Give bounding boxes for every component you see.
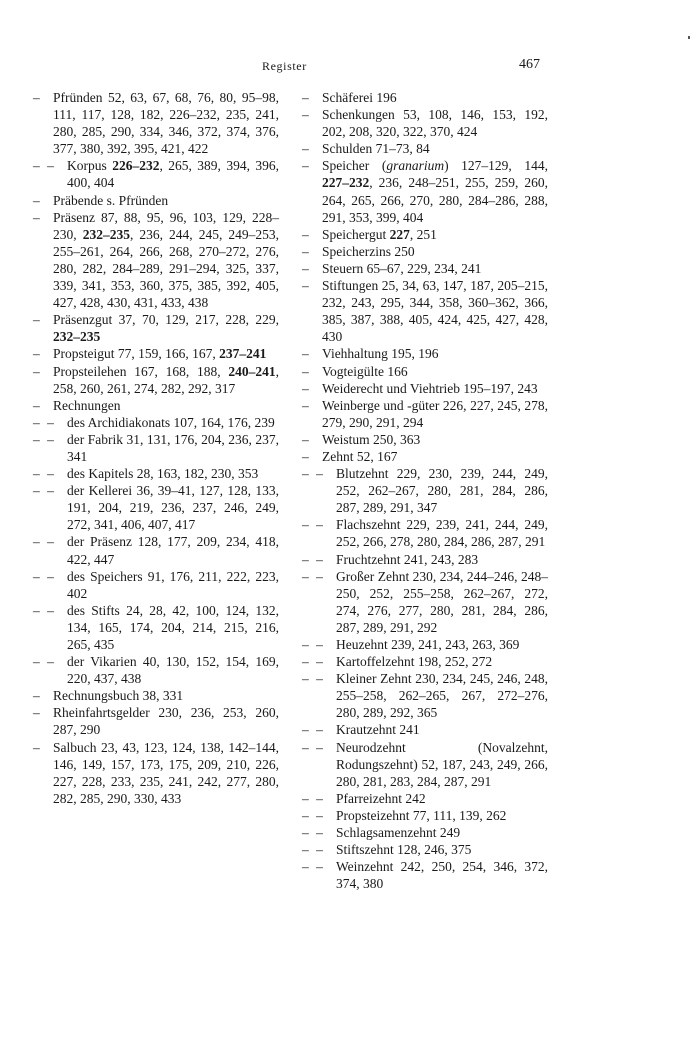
entry-dash-marker: –: [33, 90, 40, 105]
entry-dash-marker: – –: [302, 466, 325, 482]
index-entry: [302, 89, 548, 106]
index-subentry: [33, 465, 279, 482]
index-entry: [302, 397, 548, 431]
entry-text: Propsteizehnt 77, 111, 139, 262: [336, 807, 507, 823]
entry-dash-marker: –: [33, 397, 40, 413]
entry-text: der Fabrik 31, 131, 176, 204, 236, 237, 341: [67, 431, 279, 464]
entry-text: des Stifts 24, 28, 42, 100, 124, 132, 134, 165, 174, 204, 214, 215, 216, 265, 435: [67, 602, 279, 652]
entry-text: Krautzehnt 241: [336, 722, 420, 738]
index-entry: [33, 89, 279, 157]
entry-dash-marker: –: [33, 363, 40, 379]
entry-dash-marker: –: [302, 226, 309, 242]
entry-dash-marker: –: [302, 380, 309, 396]
entry-dash-marker: –: [302, 260, 309, 276]
index-entry: [33, 311, 279, 345]
entry-text: , 236, 244, 245, 249–253, 255–261, 264, 266, 268, 270–272, 276, 280, 282, 284–289, 291–294, 325, 337, 339, 341, 353, 360, 375, 385, 392, 405, 427, 428, 430, 431, 433, 438: [53, 226, 280, 311]
entry-text: Kartoffelzehnt 198, 252, 272: [336, 654, 493, 670]
index-entry: [33, 687, 279, 704]
entry-text: , 265, 389, 394, 396, 400, 404: [67, 158, 280, 191]
entry-text: Heuzehnt 239, 241, 243, 263, 369: [336, 637, 520, 652]
entry-dash-marker: – –: [302, 739, 325, 755]
index-subentry: [302, 551, 548, 568]
entry-text: Steuern 65–67, 229, 234, 241: [322, 260, 482, 276]
entry-dash-marker: – –: [33, 431, 56, 447]
entry-text: , 258, 260, 261, 274, 282, 292, 317: [53, 363, 279, 396]
entry-dash-marker: –: [302, 448, 309, 464]
page-header: [0, 57, 700, 77]
entry-dash-marker: – –: [33, 414, 56, 430]
entry-text: 232–235: [53, 329, 101, 345]
index-subentry: [302, 858, 548, 892]
entry-text: Stiftszehnt 128, 246, 375: [336, 842, 472, 858]
entry-dash-marker: – –: [33, 534, 56, 550]
entry-text: Präsenz 87, 88, 95, 96, 103, 129, 228–230,: [53, 209, 279, 242]
index-subentry: [302, 636, 548, 653]
entry-text: Pfründen 52, 63, 67, 68, 76, 80, 95–98, 111, 117, 128, 182, 226–232, 235, 241, 280, 285, 290, 334, 346, 372, 374, 376, 377, 380, 392, 395, 421, 422: [53, 90, 279, 157]
index-entry: [302, 106, 548, 140]
index-entry: [33, 209, 279, 312]
index-subentry: [33, 482, 279, 533]
entry-text: Speicher (: [322, 158, 387, 174]
index-subentry: [302, 653, 548, 670]
entry-text: der Kellerei 36, 39–41, 127, 128, 133, 191, 204, 219, 236, 237, 246, 249, 272, 341, 406, 407, 417: [67, 483, 279, 533]
index-entry: [33, 192, 279, 209]
entry-text: Schulden 71–73, 84: [322, 141, 430, 157]
index-subentry: [33, 414, 279, 431]
entry-dash-marker: –: [302, 141, 309, 157]
entry-dash-marker: – –: [33, 483, 56, 499]
entry-text: Großer Zehnt 230, 234, 244–246, 248–250, 252, 255–258, 262–267, 272, 274, 276, 277, 280, 281, 284, 286, 287, 289, 291, 292: [336, 568, 548, 635]
entry-dash-marker: – –: [302, 551, 325, 567]
entry-dash-marker: – –: [302, 654, 325, 670]
entry-dash-marker: –: [302, 397, 309, 413]
entry-text: Viehhaltung 195, 196: [322, 346, 439, 362]
entry-text: Rechnungen: [53, 397, 121, 413]
entry-text: 240–241: [228, 363, 276, 379]
index-entry: [33, 363, 279, 397]
index-subentry: [302, 739, 548, 790]
index-subentry: [302, 670, 548, 721]
entry-dash-marker: – –: [33, 602, 56, 618]
page-number: 467: [519, 57, 540, 72]
entry-dash-marker: –: [33, 739, 40, 755]
entry-dash-marker: –: [302, 346, 309, 362]
index-entry: [302, 345, 548, 362]
entry-text: der Präsenz 128, 177, 209, 234, 418, 422, 447: [67, 534, 279, 567]
entry-text: Weistum 250, 363: [322, 431, 421, 447]
index-entry: [33, 345, 279, 362]
entry-text: Propsteigut 77, 159, 166, 167,: [53, 346, 220, 362]
index-subentry: [33, 602, 279, 653]
index-entry: [33, 704, 279, 738]
entry-text: Neurodzehnt (Novalzehnt, Rodungszehnt) 52, 187, 243, 249, 266, 280, 281, 283, 284, 287, 291: [336, 739, 548, 789]
index-entry: [302, 277, 548, 345]
entry-dash-marker: –: [33, 688, 40, 704]
entry-text: Schenkungen 53, 108, 146, 153, 192, 202, 208, 320, 322, 370, 424: [322, 107, 548, 140]
index-subentry: [302, 807, 548, 824]
index-subentry: [302, 516, 548, 550]
entry-text: Zehnt 52, 167: [322, 448, 398, 464]
entry-dash-marker: –: [33, 312, 40, 328]
index-entry: [302, 140, 548, 157]
index-entry: [302, 363, 548, 380]
entry-dash-marker: – –: [302, 825, 325, 841]
index-entry: [302, 157, 548, 225]
entry-text: 226–232: [112, 158, 160, 174]
entry-dash-marker: –: [33, 705, 40, 721]
entry-dash-marker: –: [302, 431, 309, 447]
entry-dash-marker: – –: [302, 517, 325, 533]
index-column-right: [302, 89, 548, 892]
entry-text: Pfarreizehnt 242: [336, 790, 426, 806]
entry-dash-marker: –: [302, 90, 309, 105]
index-entry: [302, 243, 548, 260]
entry-text: Stiftungen 25, 34, 63, 147, 187, 205–215, 232, 243, 295, 344, 358, 360–362, 366, 385, 387, 388, 405, 424, 425, 427, 428, 430: [322, 278, 548, 345]
entry-dash-marker: – –: [302, 722, 325, 738]
entry-text: Propsteilehen 167, 168, 188,: [53, 363, 229, 379]
entry-dash-marker: – –: [33, 568, 56, 584]
entry-text: ) 127–129, 144,: [444, 158, 548, 174]
entry-text: Weiderecht und Viehtrieb 195–197, 243: [322, 380, 538, 396]
index-subentry: [302, 568, 548, 636]
entry-dash-marker: –: [33, 209, 40, 225]
index-entry: [33, 739, 279, 807]
entry-dash-marker: – –: [33, 654, 56, 670]
entry-text: Weinzehnt 242, 250, 254, 346, 372, 374, 380: [336, 859, 548, 892]
entry-text: Salbuch 23, 43, 123, 124, 138, 142–144, 146, 149, 157, 173, 175, 209, 210, 226, 227, 228, 233, 235, 241, 242, 277, 280, 282, 285, 290, 330, 433: [53, 739, 279, 806]
entry-dash-marker: – –: [302, 790, 325, 806]
index-subentry: [302, 790, 548, 807]
index-subentry: [302, 841, 548, 858]
entry-text: des Speichers 91, 176, 211, 222, 223, 402: [67, 568, 279, 601]
entry-text: der Vikarien 40, 130, 152, 154, 169, 220, 437, 438: [67, 654, 279, 687]
entry-dash-marker: – –: [302, 568, 325, 584]
entry-text: Speichergut: [322, 226, 390, 242]
entry-dash-marker: –: [302, 243, 309, 259]
entry-text: 227–232: [322, 175, 370, 191]
entry-dash-marker: – –: [33, 158, 56, 174]
index-entry: [302, 431, 548, 448]
entry-text: Präsenzgut 37, 70, 129, 217, 228, 229,: [53, 312, 279, 328]
entry-text: Rechnungsbuch 38, 331: [53, 688, 184, 704]
entry-dash-marker: – –: [302, 842, 325, 858]
entry-text: , 251: [409, 226, 437, 242]
entry-dash-marker: –: [33, 192, 40, 208]
entry-text: Präbende s. Pfründen: [53, 192, 169, 208]
index-entry: [302, 260, 548, 277]
entry-text: Rheinfahrtsgelder 230, 236, 253, 260, 287, 290: [53, 705, 279, 738]
index-column-left: [33, 89, 279, 807]
index-subentry: [33, 157, 279, 191]
entry-text: 237–241: [219, 346, 267, 362]
entry-text: des Archidiakonats 107, 164, 176, 239: [67, 414, 275, 430]
entry-text: Blutzehnt 229, 230, 239, 244, 249, 252, 262–267, 280, 281, 284, 286, 287, 289, 291, 347: [336, 466, 548, 516]
index-entry: [33, 397, 279, 414]
entry-text: Flachszehnt 229, 239, 241, 244, 249, 252, 266, 278, 280, 284, 286, 287, 291: [336, 517, 548, 550]
entry-text: , 236, 248–251, 255, 259, 260, 264, 265, 266, 270, 280, 284–286, 288, 291, 353, 399, 404: [322, 175, 548, 225]
entry-dash-marker: – –: [302, 807, 325, 823]
index-subentry: [33, 431, 279, 465]
entry-dash-marker: –: [302, 278, 309, 294]
entry-dash-marker: – –: [33, 466, 56, 482]
entry-dash-marker: – –: [302, 637, 325, 652]
entry-text: Kleiner Zehnt 230, 234, 245, 246, 248, 255–258, 262–265, 267, 272–276, 280, 289, 292, 365: [336, 671, 548, 721]
entry-text: Korpus: [67, 158, 113, 174]
entry-dash-marker: – –: [302, 671, 325, 687]
running-title: Register: [262, 59, 307, 73]
entry-dash-marker: –: [302, 158, 309, 174]
entry-text: 232–235: [82, 226, 130, 242]
index-subentry: [302, 824, 548, 841]
index-subentry: [302, 465, 548, 516]
entry-text: granarium: [386, 158, 445, 174]
entry-text: Fruchtzehnt 241, 243, 283: [336, 551, 479, 567]
entry-dash-marker: –: [302, 107, 309, 123]
entry-text: Speicherzins 250: [322, 243, 415, 259]
index-entry: [302, 448, 548, 465]
index-subentry: [33, 653, 279, 687]
index-subentry: [302, 721, 548, 738]
entry-dash-marker: –: [302, 363, 309, 379]
index-entry: [302, 380, 548, 397]
page-mark: [688, 36, 690, 39]
index-entry: [302, 226, 548, 243]
entry-dash-marker: –: [33, 346, 40, 362]
entry-text: des Kapitels 28, 163, 182, 230, 353: [67, 466, 259, 482]
entry-text: Schäferei 196: [322, 90, 397, 105]
entry-text: Schlagsamenzehnt 249: [336, 825, 461, 841]
entry-dash-marker: – –: [302, 859, 325, 875]
entry-text: 227: [389, 226, 410, 242]
entry-text: Weinberge und -güter 226, 227, 245, 278, 279, 290, 291, 294: [322, 397, 548, 430]
entry-text: Vogteigülte 166: [322, 363, 408, 379]
index-subentry: [33, 533, 279, 567]
index-subentry: [33, 568, 279, 602]
